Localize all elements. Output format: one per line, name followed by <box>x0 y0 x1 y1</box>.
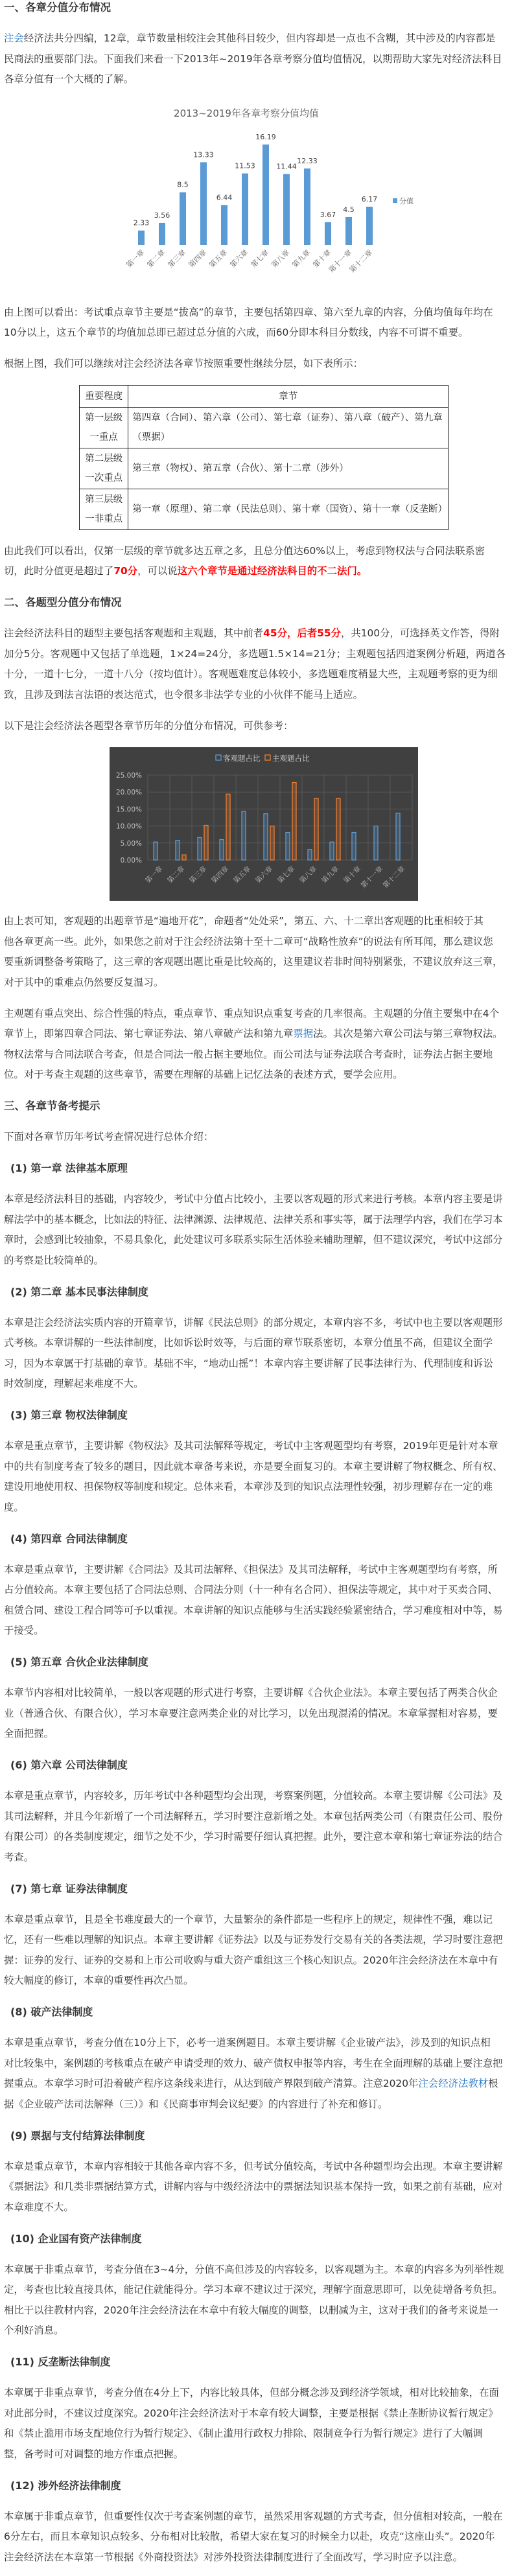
bar <box>200 162 207 245</box>
y-tick-label: 5.00% <box>120 839 142 848</box>
text-segment: ，可以说 <box>137 565 178 577</box>
y-tick-label: 20.00% <box>115 788 142 796</box>
text-line: (11) 反垄断法律制度 <box>10 2356 111 2368</box>
text-line: (10) 企业国有资产法律制度 <box>10 2232 142 2245</box>
data-label: 4.5 <box>343 205 355 214</box>
question-type-chart-panel <box>110 747 418 901</box>
bar <box>221 205 228 245</box>
bar-objective <box>242 811 246 860</box>
text-line: 对比较集中，案例题的考核重点在破产申请受理的效力、破产债权申报等内容，考生在全面理解的基础上要注意把 <box>4 2057 503 2069</box>
text-line: 十分，一道十七分，一道十八分（按均值计）。客观题难度总体较小，多选题难度稍显大些，主观题考察的更为细 <box>4 668 498 680</box>
text-line: (1) 第一章 法律基本原理 <box>10 1162 128 1174</box>
bar <box>283 174 290 245</box>
text-segment: ，共100分，可选择英文作答，得附 <box>340 627 500 639</box>
text-line: 本章属于非重点章节，但重要性仅次于考查案例题的章节，虽然采用客观题的方式考查，但分值相对较高，一般在 <box>4 2510 503 2522</box>
text-line: 三、各章节备考提示 <box>4 1100 100 1112</box>
text-segment: 切，此时分值更是超过了 <box>4 565 114 577</box>
chapter-heading <box>4 2229 521 2249</box>
text-line: 业（普通合伙、有限合伙），学习本章要注意两类企业的对比学习，以免出现混淆的情况。本章掌握相对容易，要 <box>4 1707 498 1719</box>
bar-objective <box>374 826 378 859</box>
text-line: 各章分值有一个大概的了解。 <box>4 73 134 85</box>
x-tick-label: 第十章 <box>342 864 363 885</box>
text-line: 握：证券的发行、证券的交易和上市公司收购与重大资产重组这三个核心知识点。2020年注会经济法在本章中有 <box>4 1954 498 1966</box>
text-line: 6分左右，而且本章知识点较多、分布相对比较散，希望大家在复习的时候全力以赴，攻克“这座山头”。2020年 <box>4 2531 495 2542</box>
chapters-text: 第一章（原理）、第二章（民法总则）、第十章（国资）、第十一章（反垄断） <box>132 504 447 515</box>
section-heading <box>4 1096 521 1117</box>
data-label: 6.17 <box>361 194 378 203</box>
bar-objective <box>286 832 290 859</box>
text-line: 本章是重点章节，内容较多，历年考试中各种题型均会出现，考察案例题，分值较高。本章主要讲解《公司法》及 <box>4 1790 503 1802</box>
level-text: 第二层级 <box>85 454 123 464</box>
paragraph <box>4 2507 521 2568</box>
column-header: 重要程度 <box>80 386 128 408</box>
bar-subjective <box>336 798 340 860</box>
table-row <box>80 489 449 530</box>
x-tick-label: 第二章 <box>166 864 187 885</box>
text-segment: 章节上，即第四章合同法、第七章证券法、第八章破产法和第九章 <box>4 1028 294 1039</box>
bar-subjective <box>292 782 296 859</box>
paragraph <box>4 303 521 343</box>
text-segment: 注会经济法科目的题型主要包括客观题和主观题，其中前者 <box>4 627 264 639</box>
bar-subjective <box>226 794 230 860</box>
paragraph <box>4 716 521 737</box>
x-tick-label: 第四章 <box>187 248 209 270</box>
text-line: 本章是重点章节，主要讲解《合同法》及其司法解释、《担保法》及其司法解释，考试中主客观题型均有考察，所 <box>4 1563 498 1575</box>
text-line: 习，因为本章属于打基础的章节。基础不牢，“地动山摇”！本章内容主要讲解了民事法律行为、代理制度和诉讼 <box>4 1357 493 1369</box>
text-line: 租赁合同、建设工程合同等可予以重视。本章讲解的知识点能够与生活实践经验紧密结合，学习难度相对中等，易 <box>4 1604 503 1616</box>
text-line: 式考核。本章讲解的一些法律制度，比如诉讼时效等，与后面的章节联系密切，本章分值虽不高，但建议全面学 <box>4 1337 493 1349</box>
text-line: 对于其中的重难点仍然要反复温习。 <box>4 976 164 988</box>
chapter-heading <box>4 2126 521 2146</box>
text-line: 本章是注会经济法实质内容的开篇章节，讲解《民法总则》的部分规定，本章内容不多，考试中也主要以客观题形 <box>4 1316 503 1329</box>
text-line: 位。对于考查主观题的这些章节，需要在理解的基础上记忆法条的表述方式，要学会应用。 <box>4 1069 403 1080</box>
text-line: 下面对各章节历年考试考查情况进行总体介绍： <box>4 1131 214 1143</box>
x-tick-label: 第十二章 <box>347 248 375 275</box>
importance-table-wrapper <box>4 385 521 530</box>
text-line: 10分以上，这五个章节的均值加总即已超过总分值的六成，而60分即本科目分数线，内容不可谓不重要。 <box>4 327 469 338</box>
inline-link[interactable]: 注会 <box>4 32 24 44</box>
data-label: 6.44 <box>216 193 233 202</box>
y-tick-label: 15.00% <box>115 805 142 813</box>
chapters-text: 第三章（物权）、第五章（合伙）、第十二章（涉外） <box>132 463 349 474</box>
x-tick-label: 第一章 <box>124 248 146 270</box>
x-tick-label: 第一章 <box>144 864 165 885</box>
x-tick-label: 第九章 <box>290 248 312 270</box>
text-line: 中的共有制度考查了较多的题目，因此就本章备考来说，亦是要全面复习的。本章主要讲解了物权概念、所有权、 <box>4 1460 503 1472</box>
paragraph <box>4 354 521 375</box>
chapters-text: 第四章（合同）、第六章（公司）、第七章（证券）、第八章（破产）、第九章 <box>132 413 443 423</box>
text-line: 要重新调整备考策略了，这三章的客观题出题比重是比较高的，这里建议若非时间特别紧张，不建议放弃这三章， <box>4 956 503 968</box>
level-text: 第一层级 <box>85 413 123 423</box>
legend-label: 主观题占比 <box>272 753 310 763</box>
bar <box>366 207 373 245</box>
x-tick-label: 第十一章 <box>327 248 354 275</box>
text-line: (7) 第七章 证券法律制度 <box>10 1882 128 1895</box>
level-cell <box>80 489 128 530</box>
text-line: 他各章更高一些。此外，如果您之前对于注会经济法第十至十二章可“战略性放弃”的说法有所耳闻，那么建议您 <box>4 935 493 947</box>
bar <box>242 174 248 245</box>
legend-label: 分值 <box>399 197 414 205</box>
text-line: 本章属于非重点章节，考查分值在4分上下，内容比较具体，但部分概念涉及到经济学领域，相对比较抽象，在面 <box>4 2387 499 2398</box>
data-label: 3.56 <box>154 211 170 220</box>
section-heading <box>4 592 521 613</box>
x-tick-label: 第二章 <box>145 248 167 270</box>
text-line: 度。 <box>4 1501 24 1513</box>
level-text: 一次重点 <box>85 473 123 483</box>
legend-label: 客观题占比 <box>223 753 261 763</box>
data-label: 2.33 <box>133 218 150 227</box>
level-text: 一非重点 <box>85 514 123 524</box>
text-line: 物权法常与合同法联合考查，但是合同法一般占据主要地位。而公司法与证券法联合考查时，证券法占据主要地 <box>4 1048 493 1060</box>
bar-subjective <box>314 798 318 860</box>
chapter-heading <box>4 1879 521 1899</box>
paragraph <box>4 1786 521 1868</box>
text-line: 主观题有重点突出、综合性强的特点，重点章节、重点知识点重复考查的几率很高。主观题的分值主要集中在4个 <box>4 1007 499 1019</box>
table-row <box>80 408 449 448</box>
text-line: 注会经济法在本章第一节根据《外商投资法》对涉外投资法律制度进行了全面改写，学习时应予以注意。 <box>4 2551 463 2563</box>
text-line: 本章难度不大。 <box>4 2201 74 2213</box>
text-line: 本章属于非重点章节，考查分值在3~4分，分值不高但涉及的内容较多，以客观题为主。本章的内容多为列举性规 <box>4 2263 504 2275</box>
x-tick-label: 第九章 <box>320 864 341 885</box>
bar-objective <box>330 842 334 860</box>
x-tick-label: 第十二章 <box>381 864 407 890</box>
text-line: 相比于以往教材内容，2020年注会经济法在本章中有较大幅度的调整，以删减为主，这对于我们的备考来说是一 <box>4 2304 498 2316</box>
text-line: 整，备考时可对调整的地方作重点把握。 <box>4 2448 184 2460</box>
text-line: 于接受。 <box>4 1625 44 1636</box>
bar-subjective <box>270 826 274 859</box>
chapter-heading <box>4 1652 521 1673</box>
x-tick-label: 第四章 <box>210 864 231 885</box>
data-label: 13.33 <box>193 150 214 159</box>
text-line: 个利好消息。 <box>4 2325 64 2336</box>
legend-swatch <box>265 755 270 760</box>
bar-subjective <box>204 825 208 859</box>
highlighted-text: 45分，后者55分 <box>263 627 341 639</box>
bar <box>262 145 269 245</box>
text-line: (4) 第四章 合同法律制度 <box>10 1532 128 1545</box>
paragraph <box>4 29 521 90</box>
chapter-heading <box>4 2476 521 2496</box>
x-tick-label: 第六章 <box>254 864 275 885</box>
chapter-heading <box>4 1405 521 1426</box>
y-tick-label: 0.00% <box>120 856 142 864</box>
text-line: 致，且涉及到法言法语的表达范式，也令很多非法学专业的小伙伴不能马上适应。 <box>4 688 364 701</box>
paragraph <box>4 2033 521 2115</box>
bar <box>325 222 331 245</box>
text-line: (5) 第五章 合伙企业法律制度 <box>10 1656 148 1668</box>
text-line: 据《企业破产法司法解释（三）》和《民商事审判会议纪要》的内容进行了补充和修订。 <box>4 2098 388 2110</box>
x-tick-label: 第十章 <box>311 248 333 270</box>
text-line <box>4 2074 521 2094</box>
paragraph <box>4 1313 521 1395</box>
importance-table <box>79 385 449 530</box>
text-line: 民商法的重要部门法。下面我们来看一下2013年~2019年各章考察分值均值情况，以期帮助大家先对经济法科目 <box>4 52 502 65</box>
y-tick-label: 25.00% <box>115 771 142 780</box>
data-label: 16.19 <box>255 133 276 141</box>
column-header: 章节 <box>128 386 449 408</box>
text-line: 本章是重点章节，且是全书难度最大的一个章节，大量繁杂的条件都是一些程序上的规定，规律性不强，难以记 <box>4 1913 493 1925</box>
bar-objective <box>198 837 202 860</box>
chapters-cell <box>128 408 449 448</box>
text-line: 《票据法》和几类非票据结算方式，讲解内容与中级经济法中的票据法知识基本保持一致，如果之前有基础，应对 <box>4 2181 503 2192</box>
text-line: 有限公司）的各类制度规定，细节之处不少，学习时需要仔细认真把握。此外，要注意本章和第七章证券法的结合 <box>4 1831 503 1842</box>
paragraph <box>4 1127 521 1148</box>
legend-swatch <box>216 755 221 760</box>
text-line: 的考察是比较简单的。 <box>4 1254 104 1266</box>
table-row <box>80 448 449 489</box>
bar <box>138 231 145 245</box>
chart-title: 2013~2019年各章考察分值均值 <box>174 108 319 119</box>
text-line: 建设用地使用权、担保物权等制度和规定。总体来看，本章涉及到的知识点法理性较强，初步理解存在一定的难 <box>4 1481 493 1492</box>
x-tick-label: 第六章 <box>228 248 250 270</box>
text-line: 章时，会感到比较抽象，不易具象化，此处建议可多联系实际生活体验来辅助理解，但不建议深究，考试中这部分 <box>4 1234 503 1246</box>
level-cell <box>80 408 128 448</box>
paragraph <box>4 2260 521 2341</box>
paragraph <box>4 1004 521 1085</box>
text-line: 考查。 <box>4 1851 34 1863</box>
bar-objective <box>176 840 180 859</box>
data-label: 8.5 <box>177 180 189 189</box>
text-line: 对此部分时，不建议过度深究。2020年注会经济法对于本章有较大调整，主要是根据《禁止垄断协议暂行规定》 <box>4 2407 498 2419</box>
bar <box>304 168 310 245</box>
text-line: 由上表可知，客观题的出题章节是“遍地开花”，命题者“处处采”，第五、六、十二章出客观题的比重相较于其 <box>4 915 484 927</box>
text-line: (12) 涉外经济法律制度 <box>10 2479 121 2492</box>
chapter-heading <box>4 2352 521 2373</box>
x-tick-label: 第三章 <box>166 248 188 270</box>
bar <box>180 192 186 245</box>
x-tick-label: 第七章 <box>249 248 271 270</box>
x-tick-label: 第八章 <box>298 864 319 885</box>
text-line: 本章是重点章节，主要讲解《物权法》及其司法解释等规定，考试中主客观题型均有考察，2019年更是针对本章 <box>4 1440 498 1452</box>
text-line: (3) 第三章 物权法律制度 <box>10 1409 128 1421</box>
text-segment: 法。其次是第六章公司法与第三章物权法。 <box>313 1028 503 1039</box>
section-heading <box>4 0 521 18</box>
x-tick-label: 第三章 <box>188 864 209 885</box>
text-line: 以下是注会经济法各题型各章节历年的分值分布情况，可供参考： <box>4 719 294 732</box>
text-segment: 根 <box>488 2078 498 2089</box>
bar-objective <box>264 813 268 859</box>
bar-subjective <box>182 855 186 860</box>
text-line: 本章是重点章节，考查分值在10分上下，必考一道案例题目。本章主要讲解《企业破产法》，涉及到的知识点相 <box>4 2037 491 2048</box>
paragraph <box>4 2157 521 2218</box>
score-chart <box>117 100 415 292</box>
text-line: 二、各题型分值分布情况 <box>4 596 122 609</box>
paragraph <box>4 2383 521 2465</box>
bar-objective <box>220 839 224 859</box>
chapters-cell <box>128 489 449 530</box>
text-line: 和《禁止滥用市场支配地位行为暂行规定》、《制止滥用行政权力排除、限制竞争行为暂行规定》进行了大幅调 <box>4 2428 483 2439</box>
paragraph <box>4 911 521 993</box>
bar <box>345 217 352 245</box>
bar-objective <box>154 842 158 860</box>
text-line <box>4 561 521 582</box>
paragraph <box>4 541 521 582</box>
x-tick-label: 第八章 <box>270 248 292 270</box>
data-label: 12.33 <box>297 156 318 165</box>
level-text: 一重点 <box>89 432 118 443</box>
x-tick-label: 第十一章 <box>359 864 385 890</box>
text-line: 本章是经济法科目的基础，内容较少，考试中分值占比较小，主要以客观题的形式来进行考核。本章内容主要是讲 <box>4 1193 503 1205</box>
text-line: 时效制度，理解起来难度不大。 <box>4 1378 144 1389</box>
text-line <box>4 1024 521 1045</box>
text-line: 加分5分。客观题中又包括了单选题，1×24=24分，多选题1.5×14=21分；主观题包括四道案例分析题，两道各 <box>4 647 506 660</box>
text-line: 一、各章分值分布情况 <box>4 1 111 14</box>
text-line <box>4 29 521 49</box>
text-line: (8) 破产法律制度 <box>10 2006 93 2018</box>
text-line: 全面把握。 <box>4 1728 54 1739</box>
text-line: 由上图可以看出：考试重点章节主要是“拔高”的章节，主要包括第四章、第六至九章的内容，分值均值每年均在 <box>4 306 493 318</box>
inline-link[interactable]: 注会经济法教材 <box>418 2078 489 2089</box>
inline-link[interactable]: 票据 <box>293 1028 314 1039</box>
text-segment: 经济法共分四编，12章，章节数量相较注会其他科目较少，但内容却是一点也不含糊，其中涉及的内容都是 <box>23 32 496 44</box>
chapters-cell <box>128 448 449 489</box>
paragraph <box>4 1683 521 1745</box>
paragraph <box>4 1560 521 1642</box>
text-line: 定，考查也比较直接具体，能记住就能得分。学习本章不建议过于深究，理解字面意思即可，以免徒增备考负担。 <box>4 2284 503 2295</box>
highlighted-text: 这六个章节是通过经济法科目的不二法门。 <box>177 565 368 577</box>
table-header-row <box>80 386 449 408</box>
y-tick-label: 10.00% <box>115 822 142 831</box>
text-line: 根据上图，我们可以继续对注会经济法各章节按照重要性继续分层，如下表所示： <box>4 358 364 369</box>
data-label: 3.67 <box>320 210 336 219</box>
text-line: 本章节内容相对比较简单，一般以客观题的形式进行考察，主要讲解《合伙企业法》。本章主要包括了两类合伙企 <box>4 1687 498 1699</box>
bar-objective <box>308 849 312 859</box>
text-line: (9) 票据与支付结算法律制度 <box>10 2129 145 2142</box>
x-tick-label: 第五章 <box>232 864 253 885</box>
bar-objective <box>352 832 356 859</box>
text-line: (2) 第二章 基本民事法律制度 <box>10 1285 148 1298</box>
text-line: 解法学中的基本概念，比如法的特征、法律渊源、法律规范、法律关系和事实等，属于法理学内容，我们在学习本 <box>4 1213 503 1225</box>
data-label: 11.53 <box>235 161 255 170</box>
level-text: 第三层级 <box>85 494 123 505</box>
chapters-text: （票据） <box>132 432 170 443</box>
data-label: 11.44 <box>276 162 297 171</box>
text-line: 占分值较高。本章主要包括了合同法总则、合同法分则（十一种有名合同）、担保法等规定，其中对于买卖合同、 <box>4 1584 498 1595</box>
text-line: 较大幅度的修订，本章的重要性再次凸显。 <box>4 1975 194 1986</box>
x-tick-label: 第七章 <box>276 864 297 885</box>
text-line: 其司法解释，并且今年新增了一个司法解释五，学习时要注意新增之处。本章包括两类公司（有限责任公司、股份 <box>4 1810 503 1822</box>
chapter-heading <box>4 2002 521 2023</box>
text-line: 忆，还有一些难以理解的知识点。本章主要讲解《证券法》以及与证券发行交易有关的各类法规，学习时要注意把 <box>4 1934 503 1945</box>
bar-objective <box>396 813 400 859</box>
bar <box>159 223 165 245</box>
paragraph <box>4 1436 521 1518</box>
highlighted-text: 70分 <box>113 565 138 577</box>
paragraph <box>4 1910 521 1991</box>
level-cell <box>80 448 128 489</box>
chapter-heading <box>4 1529 521 1549</box>
chapter-heading <box>4 1158 521 1179</box>
text-line: 由此我们可以看出，仅第一层级的章节就多达五章之多，且总分值达60%以上，考虑到物权法与合同法联系密 <box>4 544 485 557</box>
chapter-heading <box>4 1282 521 1303</box>
legend-swatch <box>393 198 397 203</box>
paragraph <box>4 623 521 705</box>
chapter-heading <box>4 1755 521 1776</box>
question-type-chart <box>110 747 418 901</box>
text-line: 本章是重点章节，本章内容相较于其他各章内容不多，但考试分值较高，考试中各种题型均会出现。本章主要讲解 <box>4 2160 503 2172</box>
x-tick-label: 第五章 <box>207 248 229 270</box>
paragraph <box>4 1189 521 1271</box>
text-segment: 握重点。本章学习时可沿着破产程序这条线来进行，从达到破产界限到破产清算。注意2020年 <box>4 2078 419 2089</box>
average-score-chart <box>117 100 415 292</box>
text-line: (6) 第六章 公司法律制度 <box>10 1759 128 1771</box>
text-line <box>4 623 521 644</box>
